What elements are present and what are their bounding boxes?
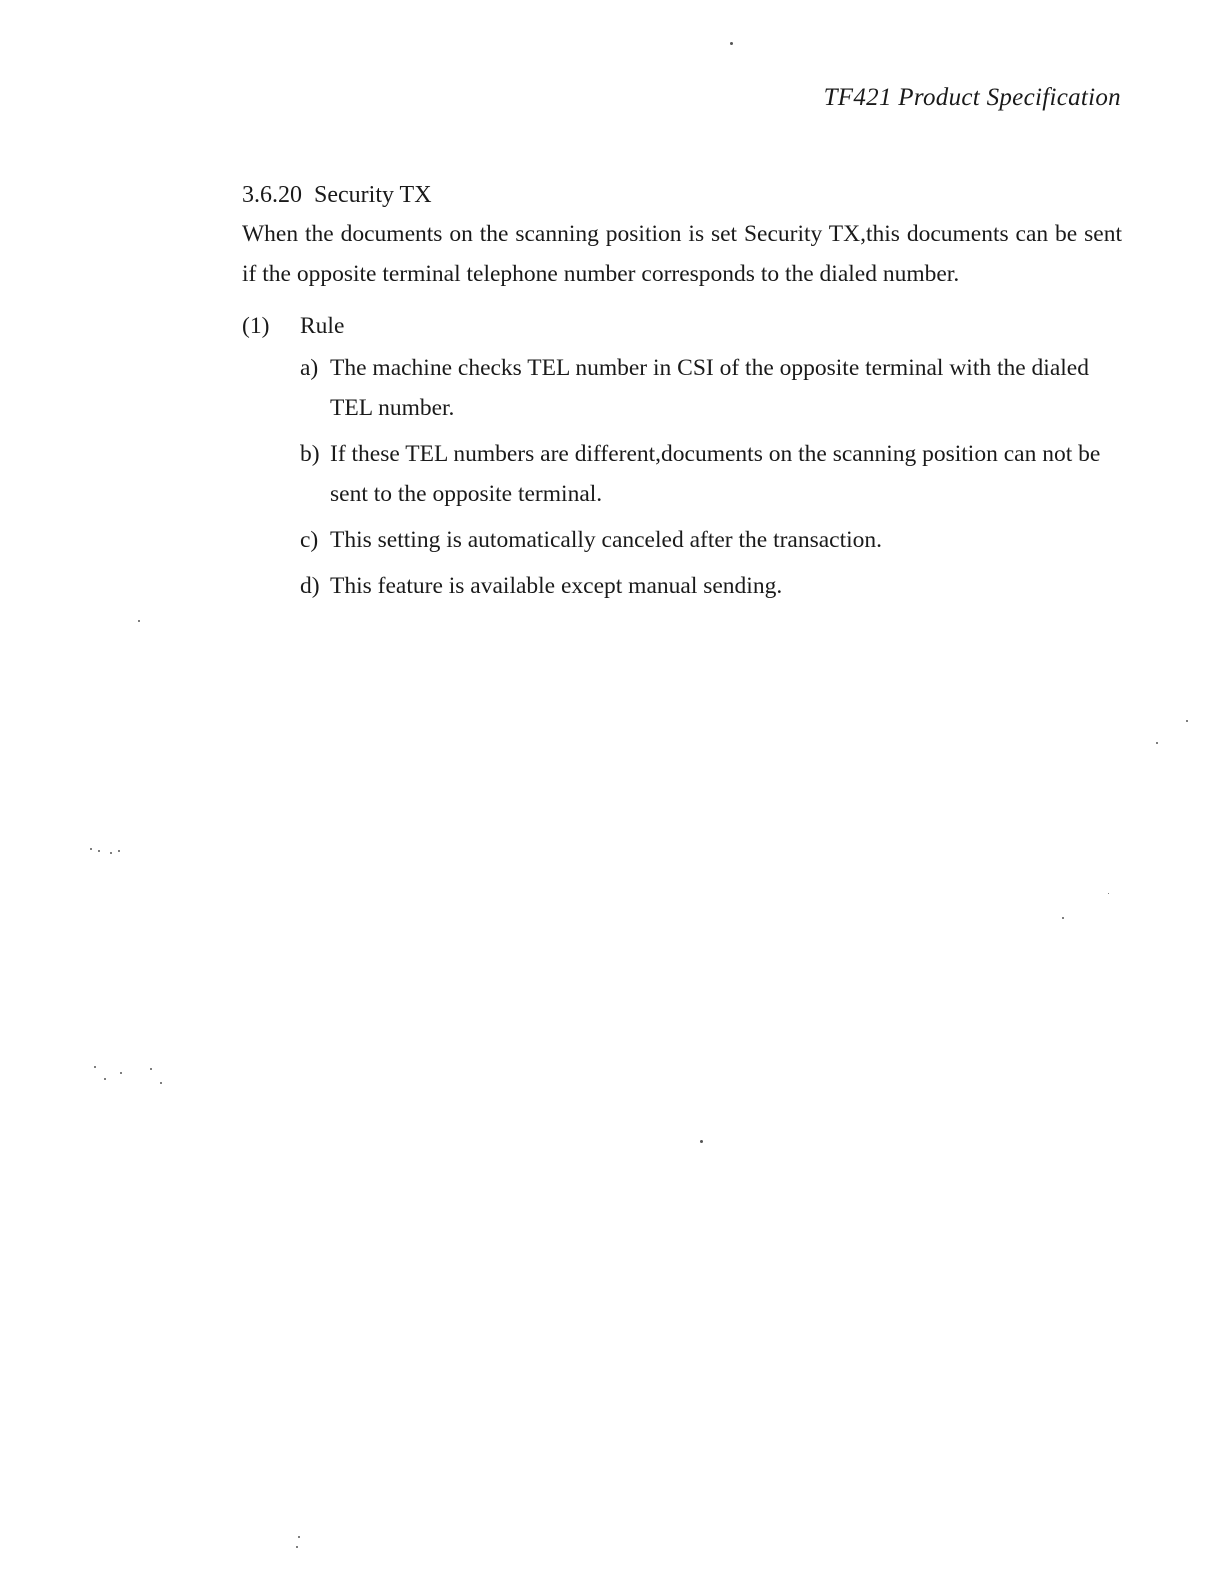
list-item-text: This feature is available except manual sending.	[330, 573, 783, 599]
rule-heading	[242, 306, 1122, 346]
list-item-marker: c)	[300, 527, 319, 553]
section-security-tx	[242, 178, 1122, 612]
list-item-text: The machine checks TEL number in CSI of the opposite terminal with the dialed TEL number.	[330, 355, 1089, 421]
rule-list	[300, 348, 1122, 606]
rule-number: (1)	[242, 313, 270, 339]
list-item	[300, 520, 1122, 560]
running-header: TF421 Product Specification	[823, 84, 1121, 111]
list-item-text: This setting is automatically canceled after the transaction.	[330, 527, 883, 553]
section-intro-paragraph: When the documents on the scanning position is set Security TX,this documents can be sent if the opposite terminal telephone number corresponds to the dialed number.	[242, 221, 1122, 287]
list-item	[300, 434, 1122, 514]
section-heading	[242, 178, 1122, 212]
list-item	[300, 566, 1122, 606]
section-number: 3.6.20	[242, 182, 302, 208]
list-item-marker: d)	[300, 573, 320, 599]
list-item-marker: a)	[300, 355, 319, 381]
list-item-text: If these TEL numbers are different,documents on the scanning position can not be sent to the opposite terminal.	[330, 441, 1101, 507]
rule-title: Rule	[300, 313, 345, 339]
list-item	[300, 348, 1122, 428]
section-title: Security TX	[314, 182, 432, 208]
list-item-marker: b)	[300, 441, 320, 467]
